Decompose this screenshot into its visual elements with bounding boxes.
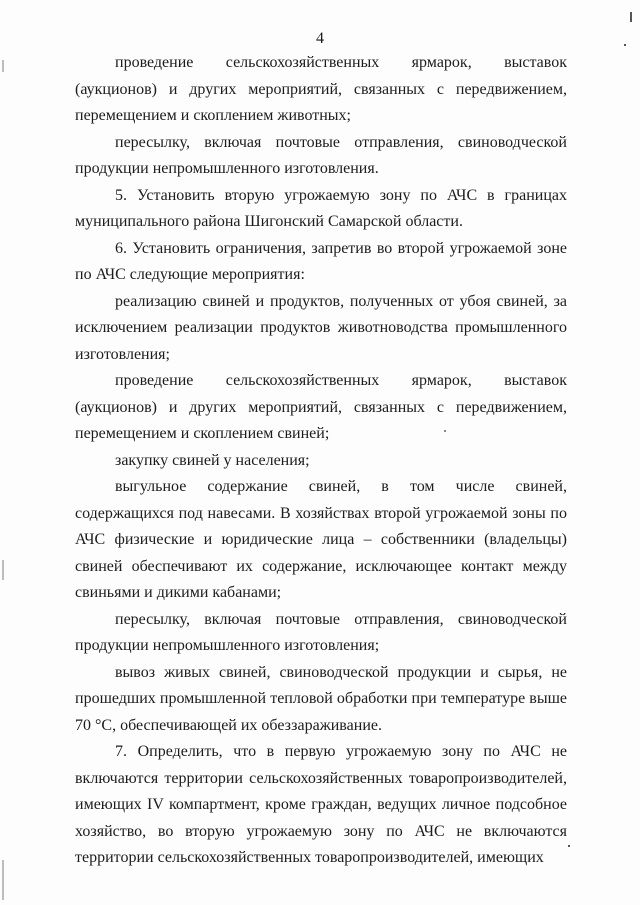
paragraph: пересылку, включая почтовые отправления, свиноводческой продукции непромышленного изготовления. [75, 133, 567, 177]
paragraph: 7. Определить, что в первую угрожаемую зону по АЧС не включаются территории сельскохозяйственных товаропроизводителей, имеющих IV компартмент, кроме граждан, ведущих личное подсобное хозяйство, во вторую угрожаемую зону по АЧС не включаются территории сельскохозяйственных товаропроизводителей, имеющих [75, 743, 567, 866]
scan-speck [630, 12, 632, 22]
page-number: 4 [316, 30, 324, 47]
paragraph: пересылку, включая почтовые отправления, свиноводческой продукции непромышленного изготовления; [75, 610, 567, 654]
paragraph: 5. Установить вторую угрожаемую зону по АЧС в границах муниципального района Шигонский Самарской области. [75, 186, 567, 230]
paragraph: 6. Установить ограничения, запретив во второй угрожаемой зоне по АЧС следующие мероприятия: [75, 239, 567, 283]
paragraph: проведение сельскохозяйственных ярмарок, выставок (аукционов) и других мероприятий, связанных с передвижением, перемещением и скоплением свиней; [75, 372, 567, 442]
scan-speck [568, 845, 570, 847]
document-body [75, 50, 567, 872]
paragraph: проведение сельскохозяйственных ярмарок, выставок (аукционов) и других мероприятий, связанных с передвижением, перемещением и скоплением животных; [75, 54, 567, 124]
paragraph: закупку свиней у населения; [115, 451, 310, 469]
paragraph: вывоз живых свиней, свиноводческой продукции и сырья, не прошедших промышленной тепловой обработки при температуре выше 70 °С, обеспечивающей их обеззараживание. [75, 663, 567, 734]
paragraph: реализацию свиней и продуктов, полученных от убоя свиней, за исключением реализации продуктов животноводства промышленного изготовления; [75, 292, 567, 363]
paragraph: выгульное содержание свиней, в том числе свиней, содержащихся под навесами. В хозяйствах второй угрожаемой зоны по АЧС физические и юридические лица – собственники (владельцы) свиней обеспечивают их содержание, исключающее контакт между свиньями и дикими кабанами; [75, 478, 567, 601]
scan-edge-mark [2, 60, 4, 72]
scan-edge-mark [2, 560, 4, 580]
scan-edge-mark [2, 860, 4, 900]
